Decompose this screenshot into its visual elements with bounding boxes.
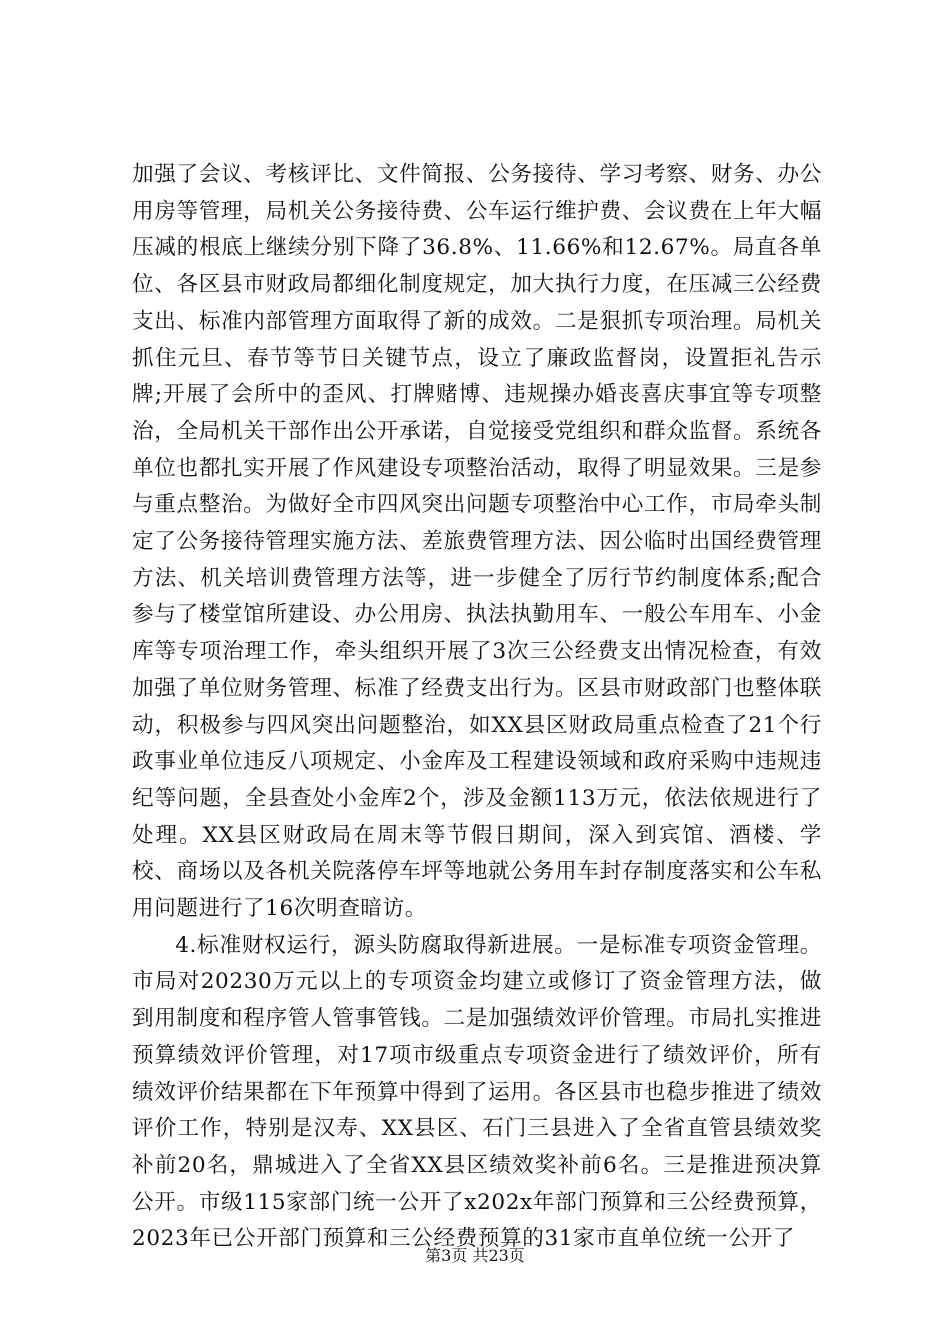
paragraph-continued: 加强了会议、考核评比、文件简报、公务接待、学习考察、财务、办公用房等管理，局机关公务接待费、公车运行维护费、会议费在上年大幅压减的根底上继续分别下降了36.8%、11.66%和12.67%。局直各单位、各区县市财政局都细化制度规定，加大执行力度，在压减三公经费支出、标准内部管理方面取得了新的成效。二是狠抓专项治理。局机关抓住元旦、春节等节日关键节点，设立了廉政监督岗，设置拒礼告示牌;开展了会所中的歪风、打牌赌博、违规操办婚丧喜庆事宜等专项整治，全局机关干部作出公开承诺，自觉接受党组织和群众监督。系统各单位也都扎实开展了作风建设专项整治活动，取得了明显效果。三是参与重点整治。为做好全市四风突出问题专项整治中心工作，市局牵头制定了公务接待管理实施方法、差旅费管理方法、因公临时出国经费管理方法、机关培训费管理方法等，进一步健全了厉行节约制度体系;配合参与了楼堂馆所建设、办公用房、执法执勤用车、一般公车用车、小金库等专项治理工作，牵头组织开展了3次三公经费支出情况检查，有效加强了单位财务管理、标准了经费支出行为。区县市财政部门也整体联动，积极参与四风突出问题整治，如XX县区财政局重点检查了21个行政事业单位违反八项规定、小金库及工程建设领域和政府采购中违规违纪等问题，全县查处小金库2个，涉及金额113万元，依法依规进行了处理。XX县区财政局在周末等节假日期间，深入到宾馆、酒楼、学校、商场以及各机关院落停车坪等地就公务用车封存制度落实和公车私用问题进行了16次明查暗访。 — [132, 162, 822, 922]
page-footer: 第3页 共23页 — [425, 1246, 525, 1265]
document-body — [132, 157, 822, 1258]
paragraph-section-4: 4.标准财权运行，源头防腐取得新进展。一是标准专项资金管理。市局对20230万元以上的专项资金均建立或修订了资金管理方法，做到用制度和程序管人管事管钱。二是加强绩效评价管理。市局扎实推进预算绩效评价管理，对17项市级重点专项资金进行了绩效评价，所有绩效评价结果都在下年预算中得到了运用。各区县市也稳步推进了绩效评价工作，特别是汉寿、XX县区、石门三县进入了全省直管县绩效奖补前20名，鼎城进入了全省XX县区绩效奖补前6名。三是推进预决算公开。市级115家部门统一公开了x202x年部门预算和三公经费预算，2023年已公开部门预算和三公经费预算的31家市直单位统一公开了 — [132, 932, 822, 1252]
